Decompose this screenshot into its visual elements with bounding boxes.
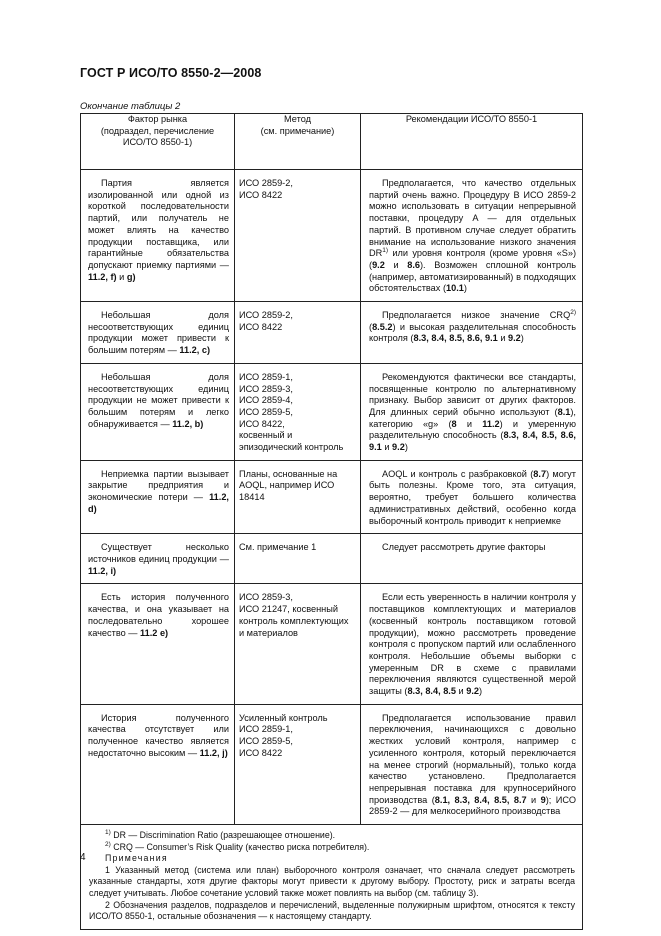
table-row <box>81 363 583 460</box>
method-cell <box>235 534 361 584</box>
notes-heading: Примечания <box>105 853 168 864</box>
note-2: 2 Обозначения разделов, подразделов и перечислений, выделенные полужирным шрифтом, относятся к тексту ИСО/ТО 8550-1, остальные обозначения — к настоящему стандарту. <box>89 899 575 922</box>
factor-cell: Партия является изолированной или одной из короткой последовательности партий, или получатель не может влиять на качество продукции поставщика, или гарантийные обязательства допускают приемку партиями — 11.2, f) и g) <box>81 170 235 302</box>
method-line: ИСО 2859-5, <box>239 736 293 747</box>
table-row <box>81 170 583 302</box>
method-line: ИСО 8422, <box>239 418 285 429</box>
notes-cell <box>81 825 583 930</box>
table-row <box>81 704 583 824</box>
recommendation-cell: AOQL и контроль с разбраковкой (8.7) могут быть полезны. Кроме того, эта ситуация, вероятно, требует большего количества административных действий, особенно когда выборочный контроль приводит к неприемке <box>361 460 583 534</box>
column-header-method: Метод (см. примечание) <box>235 114 361 170</box>
method-line: косвенный и эпизодический контроль <box>239 430 344 453</box>
method-line: ИСО 2859-2, <box>239 310 293 321</box>
method-cell <box>235 363 361 460</box>
method-line: ИСО 2859-2, <box>239 178 293 188</box>
table-row <box>81 302 583 364</box>
method-line: ИСО 2859-3, <box>239 383 293 394</box>
method-line: Планы, основанные на AOQL, например ИСО 18414 <box>239 468 338 503</box>
method-line: ИСО 21247, косвенный контроль комплектующих и материалов <box>239 604 349 638</box>
method-line: ИСО 8422 <box>239 747 283 758</box>
factor-cell: Есть история полученного качества, и она указывает на последовательно хорошее качество — 11.2 e) <box>81 584 235 704</box>
footnote-1: $^{1)}$ DR — Discrimination Ratio (разрешающее отношение). <box>105 829 336 841</box>
method-line: ИСО 2859-1, <box>239 724 293 735</box>
table-row <box>81 460 583 534</box>
table-row <box>81 534 583 584</box>
method-line: ИСО 8422 <box>239 189 283 200</box>
table-caption: Окончание таблицы 2 <box>80 101 181 112</box>
factor-cell: История полученного качества отсутствует или полученное качество является недостаточно высоким — 11.2, j) <box>81 704 235 824</box>
method-cell <box>235 460 361 534</box>
method-line: Усиленный контроль <box>239 712 328 723</box>
recommendation-cell: Следует рассмотреть другие факторы <box>361 534 583 584</box>
factor-cell: Небольшая доля несоответствующих единиц продукции не может привести к большим потерям и легко обнаруживается — 11.2, b) <box>81 363 235 460</box>
factor-cell: Неприемка партии вызывает закрытие предприятия и экономические потери — 11.2, d) <box>81 460 235 534</box>
table-header-row <box>81 114 583 170</box>
recommendation-cell: Если есть уверенность в наличии контроля у поставщиков комплектующих и материалов (косвенный контроль поставщиком готовой продукции), можно рассмотреть проведение контроля с пропуском партий или ослабленного контроля. Небольшие объемы выборки с умеренным DR в схеме с правилами переключения являются существенной мерой защиты (8.3, 8.4, 8.5 и 9.2) <box>361 584 583 704</box>
method-cell <box>235 704 361 824</box>
note-1: 1 Указанный метод (система или план) выборочного контроля означает, что сначала следует рассмотреть указанные стандарты, хотя другие факторы могут привести к другому выбору. Простоту, риск и затраты всегда следует учитывать. Любое сочетание условий также может повлиять на выбор (см. таблицу 3). <box>89 864 575 899</box>
footnote-2: $^{2)}$ CRQ — Consumer’s Risk Quality (качество риска потребителя). <box>105 840 370 852</box>
method-line: См. примечание 1 <box>239 542 317 553</box>
method-cell <box>235 584 361 704</box>
recommendations-table <box>80 113 583 930</box>
notes-row <box>81 825 583 930</box>
page-number: 4 <box>80 852 86 863</box>
column-header-recommendations: Рекомендации ИСО/ТО 8550-1 <box>361 114 583 170</box>
method-line: ИСО 2859-3, <box>239 592 293 603</box>
recommendation-cell: Рекомендуются фактически все стандарты, посвященные контролю по альтернативному признаку. Выбор зависит от других факторов. Для длинных серий обычно используют (8.1), категорию «g» (8 и 11.2) и умеренную разделительную способность (8.3, 8.4, 8.5, 8.6, 9.1 и 9.2) <box>361 363 583 460</box>
factor-cell: Существует несколько источников единиц продукции — 11.2, i) <box>81 534 235 584</box>
method-line: ИСО 2859-1, <box>239 371 293 382</box>
recommendation-cell: Предполагается, что качество отдельных партий очень важно. Процедуру В ИСО 2859-2 можно использовать в ситуации непрерывной поставки, процедуру А — для отдельных партий. В противном случае следует обратить внимание на использование низкого значения DR$^{1)}$ или уровня контроля (кроме уровня «S») (9.2 и 8.6). Возможен сплошной контроль (например, автоматизированный) в подходящих обстоятельствах (10.1) <box>361 170 583 302</box>
method-line: ИСО 2859-5, <box>239 406 293 417</box>
recommendation-cell: Предполагается использование правил переключения, начинающихся с довольно жестких условий контроля, например с усиленного контроля, который переключается на менее строгий (нормальный), только когда качество установлено. Предполагается непрерывная поставка для крупносерийного производства (8.1, 8.3, 8.4, 8.5, 8.7 и 9); ИСО 2859-2 — для мелкосерийного производства <box>361 704 583 824</box>
factor-cell: Небольшая доля несоответствующих единиц продукции может привести к большим потерям — 11.2, c) <box>81 302 235 364</box>
column-header-factor: Фактор рынка (подраздел, перечисление ИСО/ТО 8550-1) <box>81 114 235 170</box>
recommendation-cell: Предполагается низкое значение CRQ$^{2)}$ (8.5.2) и высокая разделительная способность контроля (8.3, 8.4, 8.5, 8.6, 9.1 и 9.2) <box>361 302 583 364</box>
method-line: ИСО 2859-4, <box>239 395 293 406</box>
method-cell <box>235 302 361 364</box>
document-title: ГОСТ Р ИСО/ТО 8550-2—2008 <box>80 66 262 80</box>
method-line: ИСО 8422 <box>239 321 283 332</box>
method-cell <box>235 170 361 302</box>
table-row <box>81 584 583 704</box>
